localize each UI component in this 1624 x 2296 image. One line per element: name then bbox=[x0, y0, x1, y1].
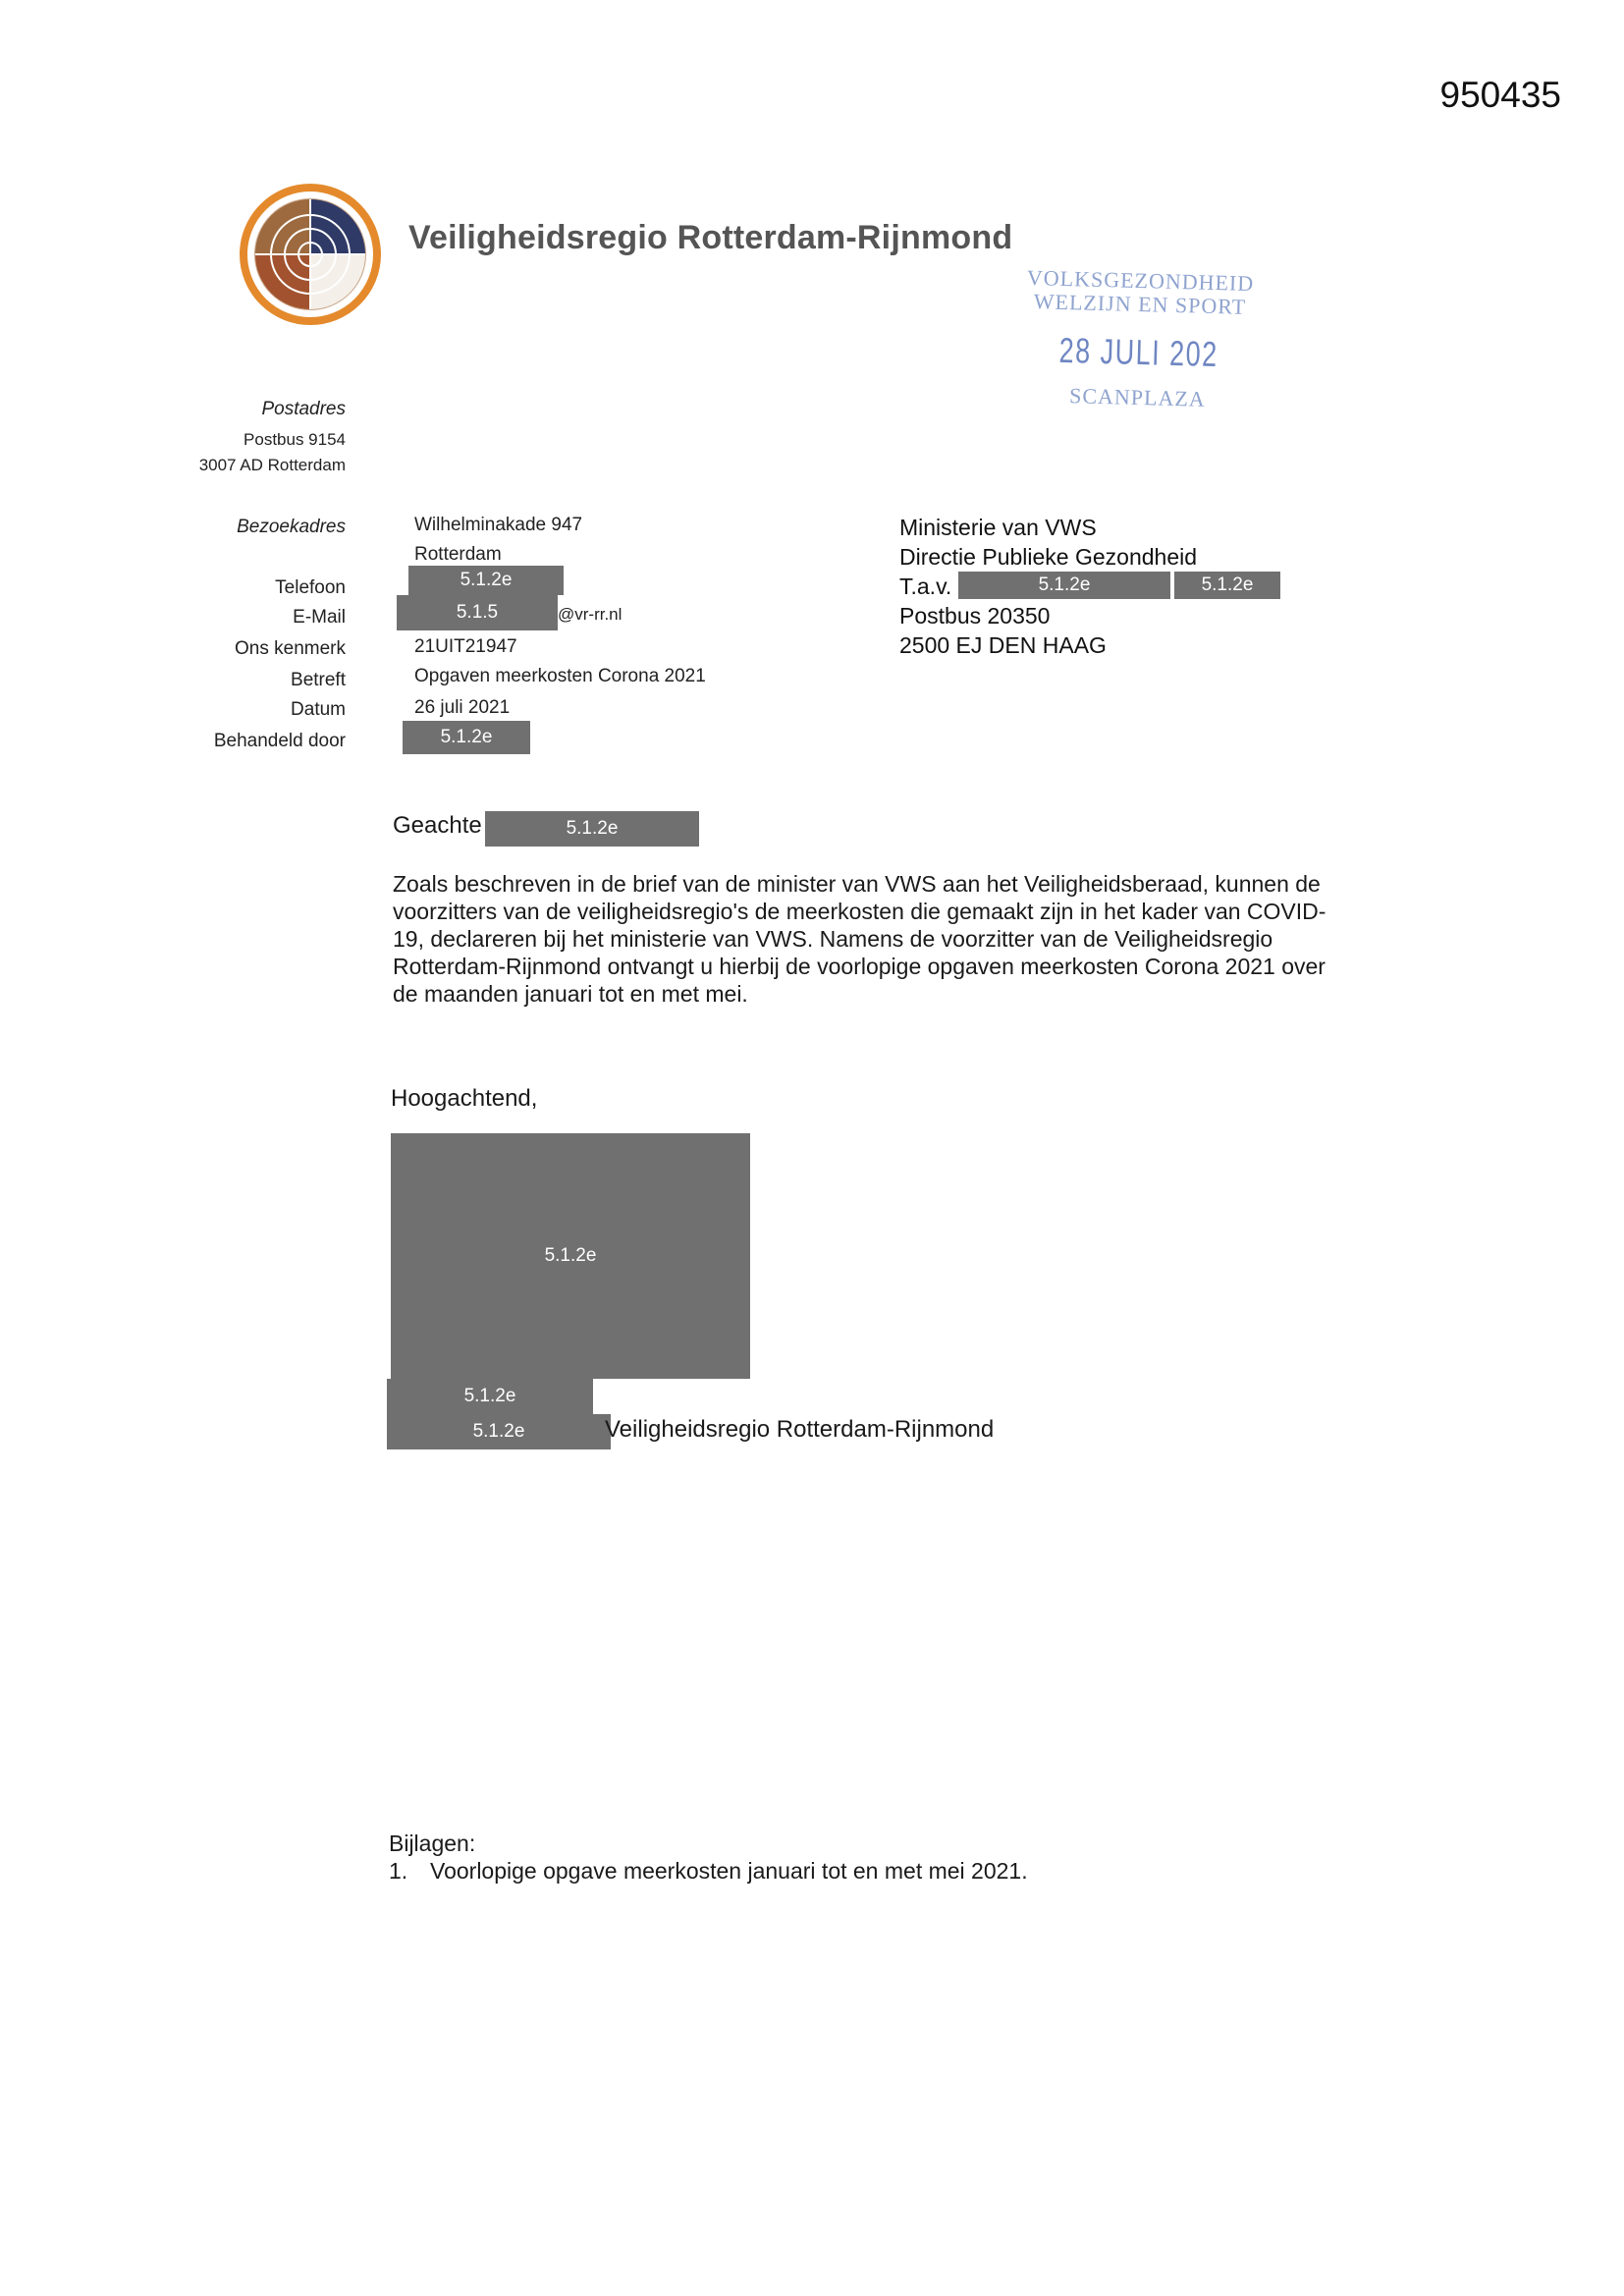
stamp-line-1: VOLKSGEZONDHEID bbox=[1026, 264, 1255, 297]
betreft-value: Opgaven meerkosten Corona 2021 bbox=[414, 666, 706, 686]
received-stamp bbox=[990, 265, 1288, 414]
bezoekadres-label: Bezoekadres bbox=[237, 517, 346, 537]
datum-label: Datum bbox=[291, 699, 346, 720]
enclosure-number: 1. bbox=[389, 1858, 408, 1884]
betreft-label: Betreft bbox=[291, 670, 346, 690]
telefoon-redaction: 5.1.2e bbox=[408, 566, 564, 595]
signer-redaction-2: 5.1.2e bbox=[387, 1414, 611, 1449]
telefoon-label: Telefoon bbox=[275, 577, 346, 598]
signature-redaction: 5.1.2e bbox=[391, 1133, 750, 1379]
stamp-line-3: SCANPLAZA bbox=[1068, 383, 1207, 411]
salutation: Geachte bbox=[393, 812, 482, 839]
recipient-tav-label: T.a.v. bbox=[899, 574, 952, 599]
enclosures-title: Bijlagen: bbox=[389, 1831, 476, 1856]
kenmerk-value: 21UIT21947 bbox=[414, 636, 517, 657]
document-number: 950435 bbox=[1439, 75, 1561, 115]
signer-organization: Veiligheidsregio Rotterdam-Rijnmond bbox=[605, 1416, 995, 1443]
recipient-line-5: 2500 EJ DEN HAAG bbox=[899, 632, 1107, 658]
recipient-tav-redaction-1: 5.1.2e bbox=[958, 572, 1170, 599]
organization-name: Veiligheidsregio Rotterdam-Rijnmond bbox=[408, 219, 1013, 256]
body-line: 19, declareren bij het ministerie van VWS. Namens de voorzitter van de Veiligheidsregio bbox=[393, 926, 1273, 952]
body-line: Rotterdam-Rijnmond ontvangt u hierbij de voorlopige opgaven meerkosten Corona 2021 over bbox=[393, 954, 1326, 979]
recipient-tav-redaction-2: 5.1.2e bbox=[1174, 572, 1280, 599]
behandeld-label: Behandeld door bbox=[213, 731, 346, 751]
closing: Hoogachtend, bbox=[391, 1085, 538, 1112]
postadres-postbus: Postbus 9154 bbox=[244, 430, 346, 449]
stamp-date: 28 JULI 202 bbox=[1058, 329, 1219, 375]
datum-value: 26 juli 2021 bbox=[414, 697, 511, 718]
behandeld-redaction: 5.1.2e bbox=[403, 721, 530, 754]
stamp-line-2: WELZIJN EN SPORT bbox=[1033, 289, 1247, 319]
body-paragraph bbox=[393, 870, 1375, 1008]
body-line: Zoals beschreven in de brief van de minister van VWS aan het Veiligheidsberaad, kunnen de bbox=[393, 871, 1321, 897]
email-redaction: 5.1.5 bbox=[397, 595, 558, 630]
enclosure-text: Voorlopige opgave meerkosten januari tot en met mei 2021. bbox=[430, 1858, 1028, 1884]
body-line: voorzitters van de veiligheidsregio's de meerkosten die gemaakt zijn in het kader van COVID- bbox=[393, 899, 1326, 924]
bezoekadres-street: Wilhelminakade 947 bbox=[414, 515, 583, 535]
enclosure-item bbox=[389, 1858, 1028, 1885]
email-label: E-Mail bbox=[293, 607, 346, 628]
postadres-label: Postadres bbox=[261, 399, 346, 419]
body-line: de maanden januari tot en met mei. bbox=[393, 981, 748, 1007]
salutation-redaction: 5.1.2e bbox=[485, 811, 699, 847]
recipient-line-1: Ministerie van VWS bbox=[899, 515, 1097, 540]
veiligheidsregio-logo-icon bbox=[239, 183, 382, 326]
bezoekadres-city: Rotterdam bbox=[414, 544, 502, 565]
recipient-line-4: Postbus 20350 bbox=[899, 603, 1051, 629]
email-domain: @vr-rr.nl bbox=[558, 605, 623, 624]
signer-redaction-1: 5.1.2e bbox=[387, 1379, 593, 1414]
kenmerk-label: Ons kenmerk bbox=[235, 638, 346, 659]
postadres-postcode: 3007 AD Rotterdam bbox=[198, 456, 346, 474]
recipient-line-2: Directie Publieke Gezondheid bbox=[899, 544, 1198, 570]
